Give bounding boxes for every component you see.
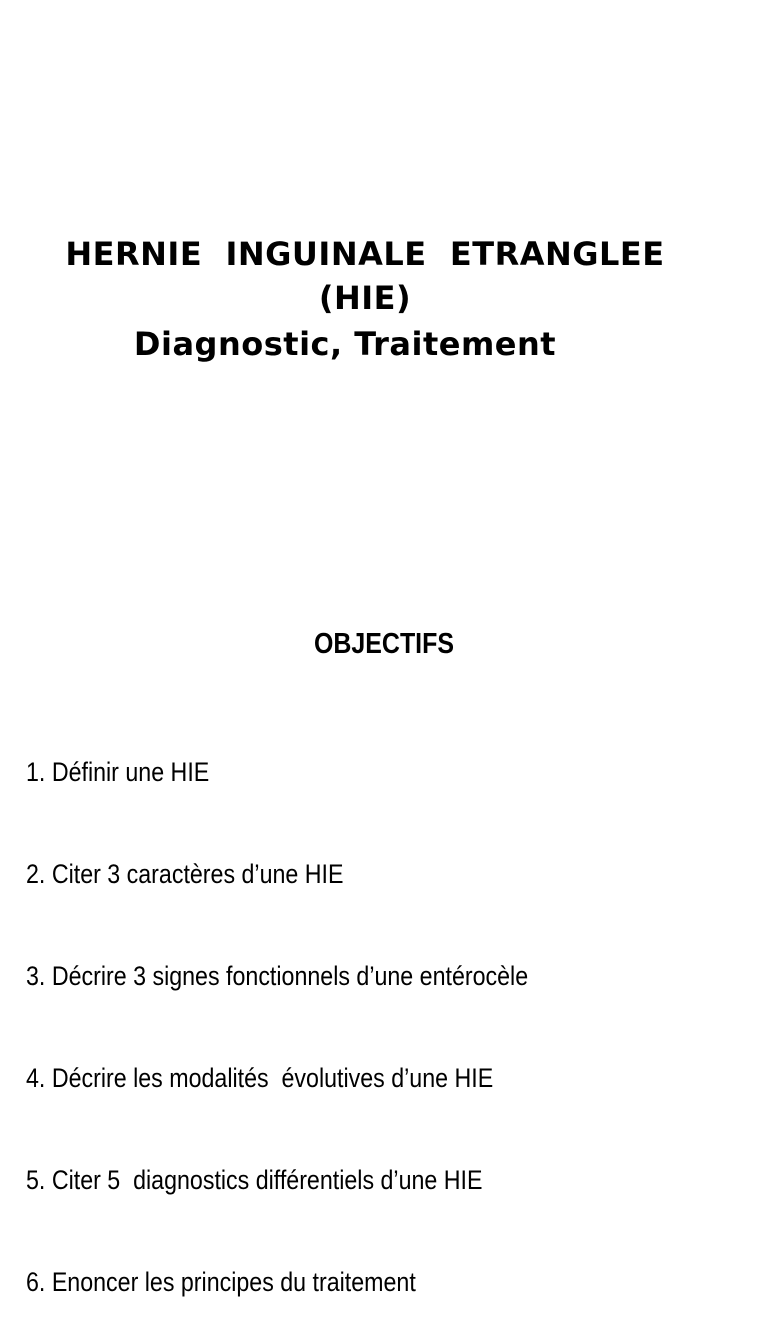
objective-item: 4. Décrire les modalités évolutives d’une HIE — [26, 1063, 494, 1093]
objective-item: 2. Citer 3 caractères d’une HIE — [26, 859, 344, 889]
document-subtitle: Diagnostic, Traitement — [133, 325, 557, 363]
objective-item: 6. Enoncer les principes du traitement — [26, 1267, 416, 1297]
objectives-list — [26, 687, 528, 1333]
title-line-2: (HIE) — [318, 279, 412, 317]
objective-item: 3. Décrire 3 signes fonctionnels d’une entérocèle — [26, 961, 529, 991]
objectives-heading: OBJECTIFS — [314, 628, 454, 660]
objective-item: 5. Citer 5 diagnostics différentiels d’une HIE — [26, 1165, 483, 1195]
document-title — [0, 232, 730, 320]
title-line-1: HERNIE INGUINALE ETRANGLEE — [65, 235, 665, 273]
objective-item: 1. Définir une HIE — [26, 757, 210, 787]
